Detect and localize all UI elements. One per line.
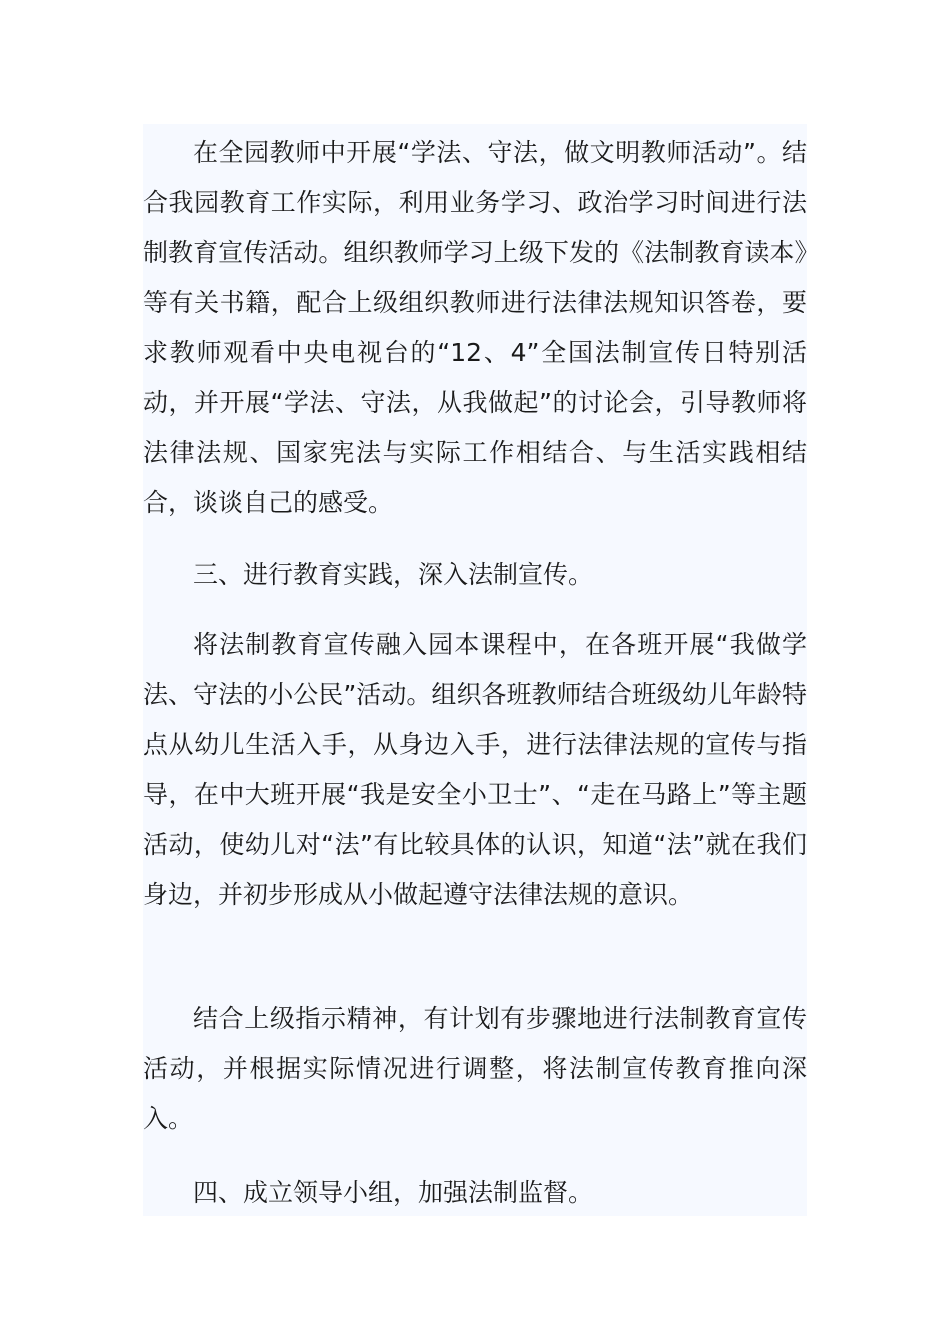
paragraph-guidance: 结合上级指示精神，有计划有步骤地进行法制教育宣传活动，并根据实际情况进行调整，将法制宣传教育推向深入。: [143, 1004, 807, 1133]
paragraph-teacher-activities: 在全园教师中开展“学法、守法，做文明教师活动”。结合我园教育工作实际，利用业务学习、政治学习时间进行法制教育宣传活动。组织教师学习上级下发的《法制教育读本》等有关书籍，配合上级组织教师进行法律法规知识答卷，要求教师观看中央电视台的“12、4”全国法制宣传日特别活动，并开展“学法、守法，从我做起”的讨论会，引导教师将法律法规、国家宪法与实际工作相结合、与生活实践相结合，谈谈自己的感受。: [143, 138, 807, 517]
paragraph-education-practice: 将法制教育宣传融入园本课程中，在各班开展“我做学法、守法的小公民”活动。组织各班教师结合班级幼儿年龄特点从幼儿生活入手，从身边入手，进行法律法规的宣传与指导，在中大班开展“我是安全小卫士”、“走在马路上”等主题活动，使幼儿对“法”有比较具体的认识，知道“法”就在我们身边，并初步形成从小做起遵守法律法规的意识。: [143, 630, 807, 909]
section-heading-3: 三、进行教育实践，深入法制宣传。: [193, 560, 594, 589]
section-heading-4: 四、成立领导小组，加强法制监督。: [193, 1178, 594, 1207]
document-content: [143, 124, 807, 1216]
